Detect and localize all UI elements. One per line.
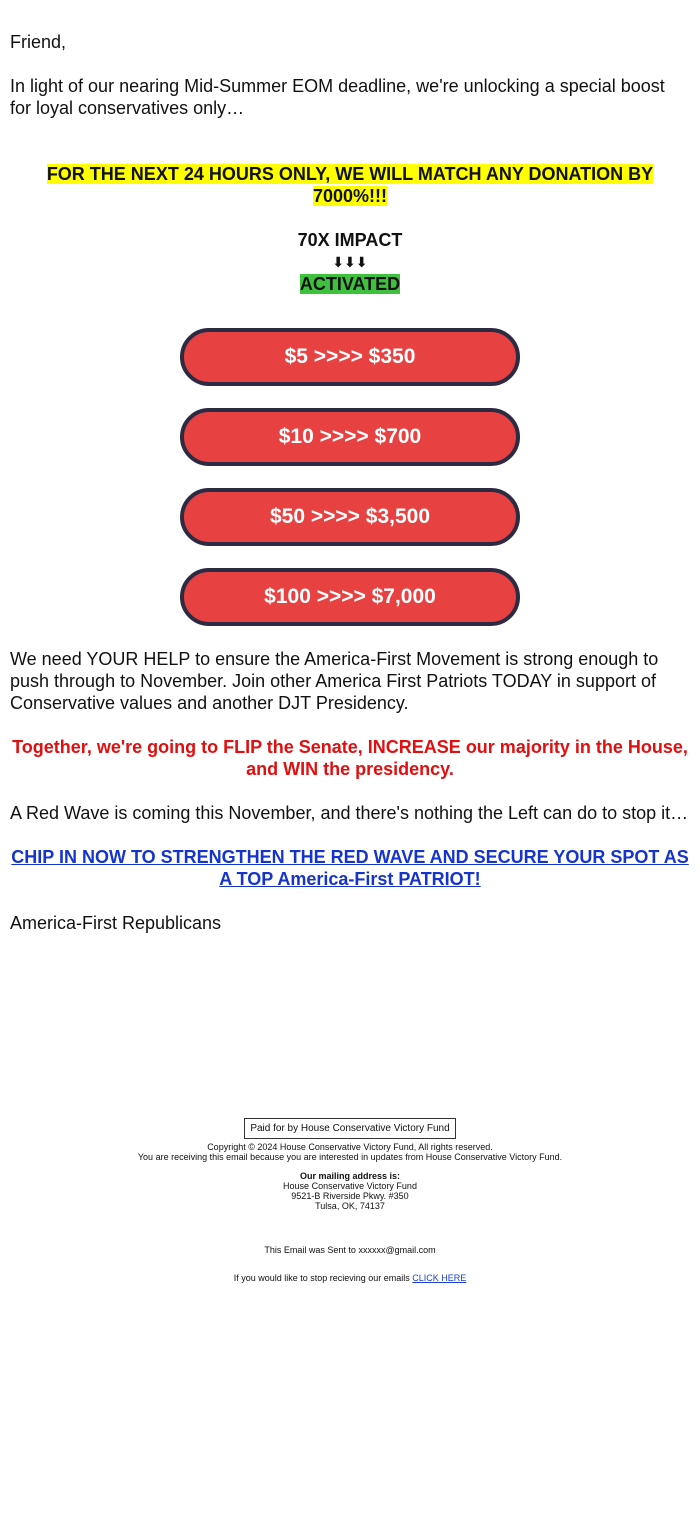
receiving-reason: You are receiving this email because you are interested in updates from House Conservative Victory Fund.: [137, 1152, 563, 1162]
match-headline-block: [10, 163, 690, 207]
donate-5-button[interactable]: $5 >>>> $350: [180, 328, 520, 386]
copyright-text: Copyright © 2024 House Conservative Victory Fund, All rights reserved.: [207, 1142, 493, 1152]
chip-in-link[interactable]: CHIP IN NOW TO STRENGTHEN THE RED WAVE AND SECURE YOUR SPOT AS A TOP America-First PATRIOT!: [11, 847, 689, 889]
address-line-2: 9521-B Riverside Pkwy. #350: [291, 1191, 409, 1201]
greeting: Friend,: [10, 32, 67, 52]
donate-50-button[interactable]: $50 >>>> $3,500: [180, 488, 520, 546]
mailing-address-heading: Our mailing address is:: [299, 1171, 401, 1181]
address-line-3: Tulsa, OK, 74137: [315, 1201, 385, 1211]
donate-10-button[interactable]: $10 >>>> $700: [180, 408, 520, 466]
sent-to-text: This Email was Sent to xxxxxx@gmail.com: [264, 1245, 436, 1255]
signature: America-First Republicans: [10, 913, 222, 933]
impact-line: 70X IMPACT: [297, 230, 403, 250]
unsubscribe-link[interactable]: CLICK HERE: [412, 1273, 467, 1283]
down-arrows-icon: ⬇⬇⬇: [332, 254, 368, 270]
match-headline: FOR THE NEXT 24 HOURS ONLY, WE WILL MATCH ANY DONATION BY 7000%!!!: [46, 164, 654, 206]
help-paragraph: We need YOUR HELP to ensure the America-First Movement is strong enough to push through to November. Join other America First Patriots TODAY in support of Conservative values and another DJT Presidency.: [10, 649, 659, 713]
activated-label: ACTIVATED: [299, 274, 401, 294]
unsubscribe-line: [0, 1273, 700, 1283]
donation-buttons: [10, 328, 690, 626]
impact-block: [10, 229, 690, 295]
red-statement: Together, we're going to FLIP the Senate, INCREASE our majority in the House, and WIN the presidency.: [12, 737, 688, 779]
paid-for-disclaimer: Paid for by House Conservative Victory Fund: [244, 1118, 455, 1139]
email-footer: [0, 1118, 700, 1283]
donate-100-button[interactable]: $100 >>>> $7,000: [180, 568, 520, 626]
intro-paragraph: In light of our nearing Mid-Summer EOM deadline, we're unlocking a special boost for loyal conservatives only…: [10, 76, 665, 118]
address-line-1: House Conservative Victory Fund: [283, 1181, 417, 1191]
email-body: [10, 0, 690, 934]
red-wave-paragraph: A Red Wave is coming this November, and there's nothing the Left can do to stop it…: [10, 803, 689, 823]
unsubscribe-text: If you would like to stop recieving our emails: [233, 1273, 410, 1283]
